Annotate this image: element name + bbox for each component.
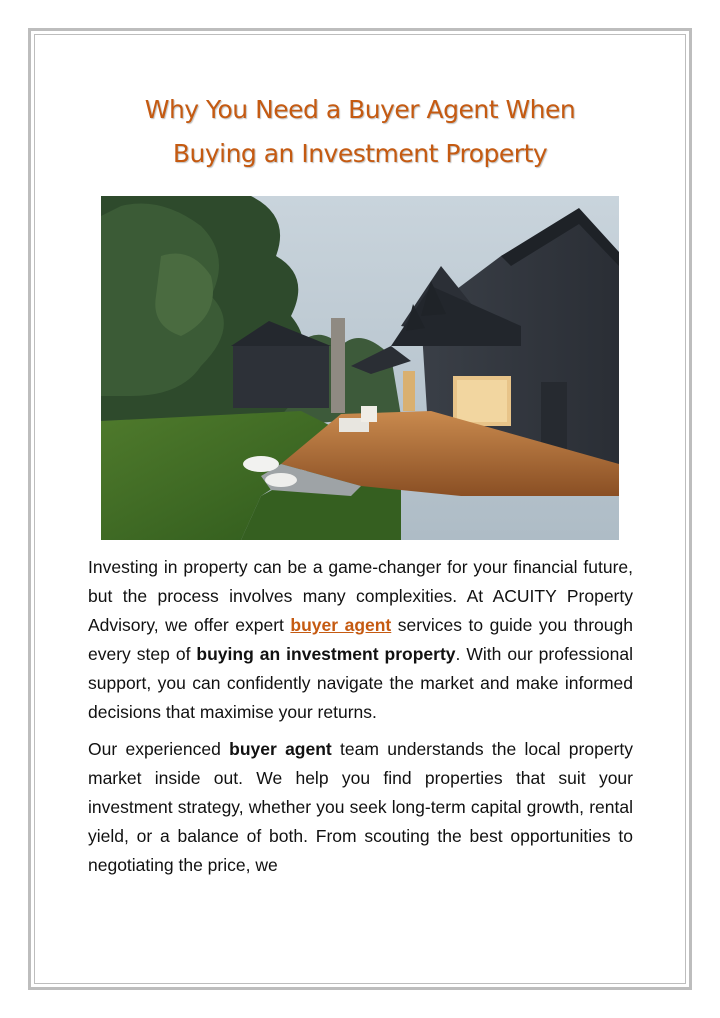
paragraph-2-bold: buyer agent [229, 739, 332, 759]
paragraph-1 [88, 553, 633, 727]
buyer-agent-link[interactable]: buyer agent [290, 615, 392, 635]
paragraph-1-bold: buying an investment property [196, 644, 456, 664]
paragraph-1-text-b: services to guide you through every step of [88, 615, 633, 664]
title-line-2: Buying an Investment Property [172, 139, 548, 168]
paragraph-2-text-a: Our experienced [88, 739, 230, 759]
paragraph-1-text-c: . With our professional support, you can confidently navigate the market and make informed decisions that maximise your returns. [88, 644, 633, 722]
house-photo [101, 196, 619, 540]
paragraph-2-text-b: team understands the local property market inside out. We help you find properties that suit your investment strategy, whether you seek long-term capital growth, rental yield, or a balance of both. From scouting the best opportunities to negotiating the price, we [88, 739, 633, 875]
paragraph-1-text-a: Investing in property can be a game-changer for your financial future, but the process involves many complexities. At ACUITY Property Advisory, we offer expert [88, 557, 633, 635]
article-body [88, 553, 633, 888]
title-line-1: Why You Need a Buyer Agent When [144, 95, 576, 124]
paragraph-2 [88, 735, 633, 880]
document-title [60, 88, 660, 176]
